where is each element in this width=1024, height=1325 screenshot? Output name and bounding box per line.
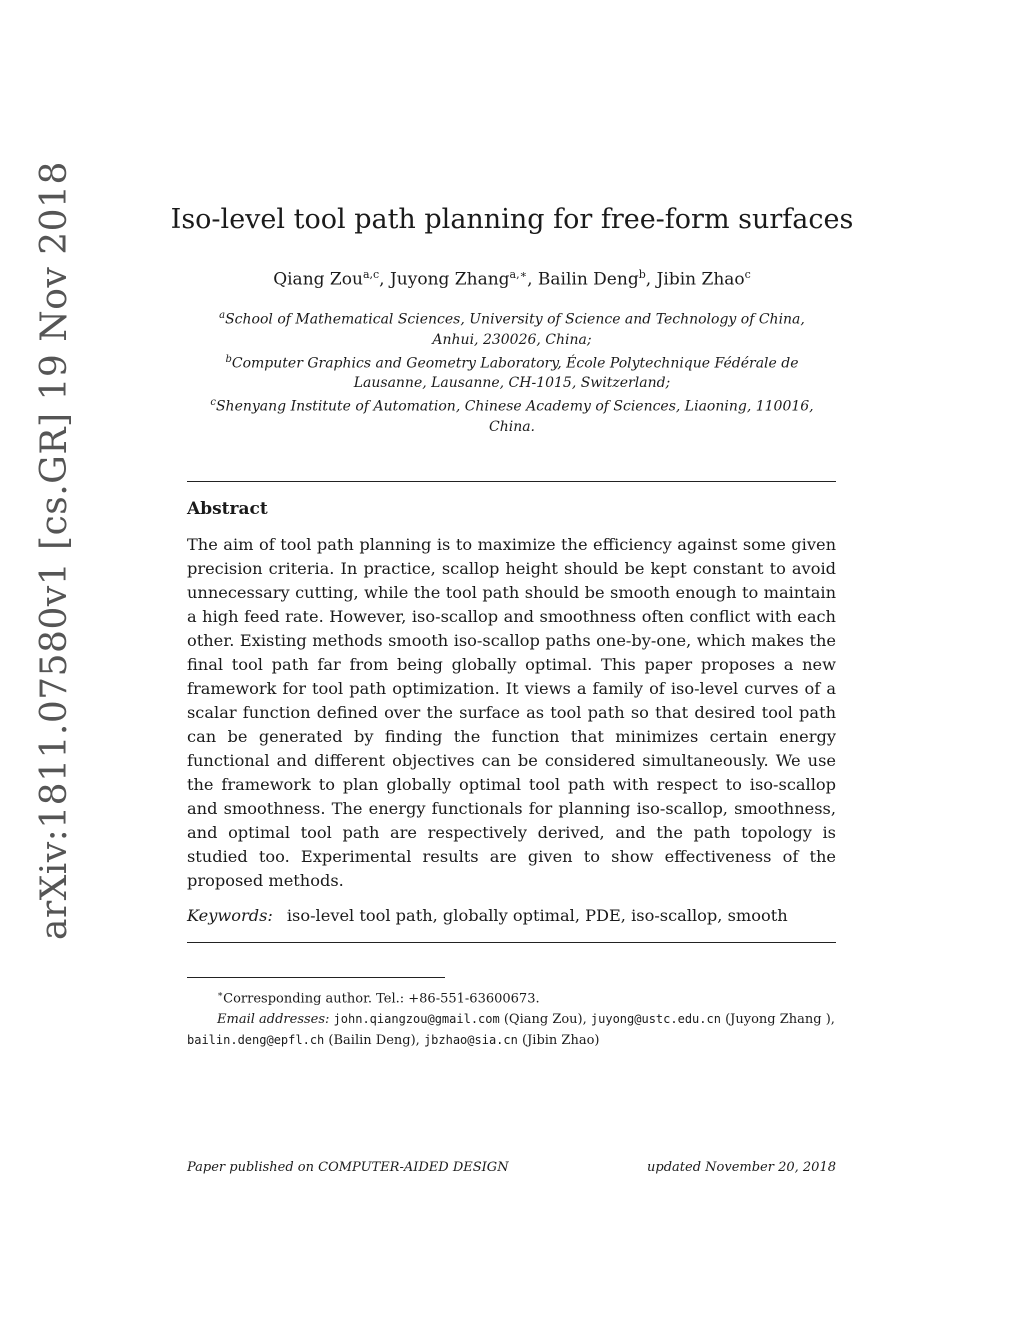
footnote bbox=[187, 985, 836, 1051]
keywords-text: iso-level tool path, globally optimal, PDE, iso-scallop, smooth bbox=[286, 906, 788, 925]
affiliation-mark: b bbox=[225, 353, 232, 365]
affiliation-line: School of Mathematical Sciences, University of Science and Technology of China, bbox=[225, 311, 805, 328]
footer-publication: Paper published on COMPUTER-AIDED DESIGN bbox=[187, 1160, 509, 1175]
affiliation-mark: a bbox=[219, 310, 226, 321]
author-affil-mark: c bbox=[744, 268, 751, 281]
email-owner: (Bailin Deng), bbox=[328, 1033, 420, 1049]
affiliation bbox=[200, 306, 824, 350]
author-name: Qiang Zou bbox=[273, 269, 363, 290]
email-owner: (Juyong Zhang ), bbox=[725, 1012, 835, 1028]
affiliation-line: Lausanne, Lausanne, CH-1015, Switzerland; bbox=[353, 375, 671, 392]
author-affil-mark: b bbox=[638, 268, 646, 281]
paper-title: Iso-level tool path planning for free-form surfaces bbox=[170, 204, 854, 235]
affiliation-line: Shenyang Institute of Automation, Chinese Academy of Sciences, Liaoning, 110016, bbox=[215, 398, 814, 415]
email-owner: (Jibin Zhao) bbox=[522, 1033, 600, 1049]
abstract-text: The aim of tool path planning is to maximize the efficiency against some given precision criteria. In practice, scallop height should be kept constant to avoid unnecessary cutting, while the tool path should be smooth enough to maintain a high feed rate. However, iso-scallop and smoothness often conflict with each other. Existing methods smooth iso-scallop paths one-by-one, which makes the final tool path far from being globally optimal. This paper proposes a new framework for tool path optimization. It views a family of iso-level curves of a scalar function defined over the surface as tool path so that desired tool path can be generated by finding the function that minimizes certain energy functional and different objectives can be considered simultaneously. We use the framework to plan globally optimal tool path with respect to iso-scallop and smoothness. The energy functionals for planning iso-scallop, smoothness, and optimal tool path are respectively derived, and the path topology is studied too. Experimental results are given to show effectiveness of the proposed methods. bbox=[187, 535, 836, 890]
affiliation-line: China. bbox=[488, 418, 536, 435]
author-affil-mark: a,∗ bbox=[509, 268, 528, 281]
email-link[interactable]: juyong@ustc.edu.cn bbox=[590, 1012, 721, 1027]
page-footer bbox=[187, 1160, 836, 1175]
author-name: Jibin Zhao bbox=[656, 269, 745, 290]
email-link[interactable]: jbzhao@sia.cn bbox=[423, 1033, 518, 1048]
footnote-rule bbox=[187, 977, 445, 978]
keywords-label: Keywords: bbox=[187, 906, 273, 925]
email-link[interactable]: john.qiangzou@gmail.com bbox=[333, 1012, 500, 1027]
author-affil-mark: a,c bbox=[362, 268, 380, 281]
author-list: Qiang Zou$^{a,c}$, Juyong Zhang$^{a,∗}$, Bailin Deng$^b$, Jibin Zhao$^c$ bbox=[273, 268, 751, 290]
corresponding-mark: ∗ bbox=[217, 990, 224, 1000]
footer-date: updated November 20, 2018 bbox=[647, 1160, 836, 1175]
affiliation-mark: c bbox=[210, 397, 216, 409]
affiliation bbox=[200, 350, 824, 394]
email-link[interactable]: bailin.deng@epfl.ch bbox=[187, 1033, 325, 1048]
email-addresses bbox=[187, 1009, 836, 1051]
author-name: Bailin Deng bbox=[537, 269, 639, 290]
abstract-top-rule bbox=[187, 481, 836, 482]
corresponding-author-note bbox=[187, 985, 836, 1009]
affiliations bbox=[200, 306, 824, 437]
arxiv-identifier: arXiv:1811.07580v1 [cs.GR] 19 Nov 2018 bbox=[34, 161, 75, 940]
author-name: Juyong Zhang bbox=[389, 269, 510, 290]
email-label: Email addresses: bbox=[217, 1012, 330, 1028]
corresponding-text: Corresponding author. Tel.: +86-551-63600673. bbox=[223, 991, 540, 1007]
abstract-heading: Abstract bbox=[187, 499, 268, 519]
affiliation-line: Computer Graphics and Geometry Laboratory, École Polytechnique Fédérale de bbox=[231, 355, 799, 372]
affiliation-line: Anhui, 230026, China; bbox=[432, 331, 592, 348]
affiliation bbox=[200, 393, 824, 437]
abstract-bottom-rule bbox=[187, 942, 836, 943]
keywords bbox=[187, 906, 836, 925]
email-owner: (Qiang Zou), bbox=[503, 1012, 587, 1028]
